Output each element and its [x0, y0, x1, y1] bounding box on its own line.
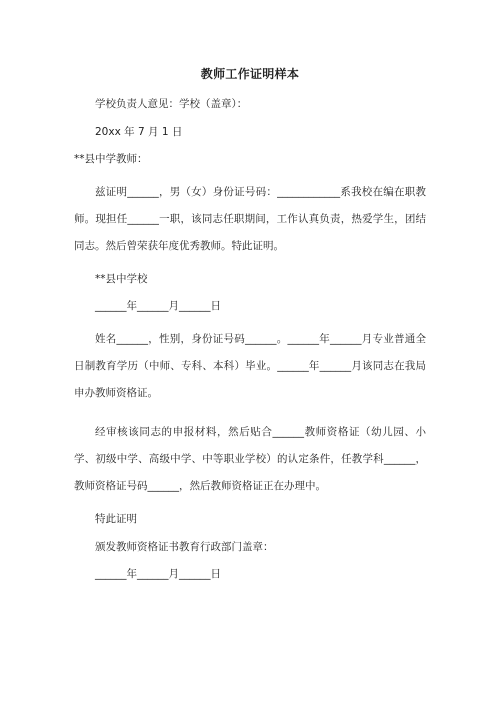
conclusion-line: 特此证明	[95, 513, 137, 526]
issuer-line: **县中学校	[95, 273, 148, 286]
blank-date-line-1: ______年______月______日	[95, 300, 221, 313]
addressee-line: **县中学教师：	[74, 152, 148, 165]
certification-paragraph-1: 兹证明______，男（女）身份证号码：____________系我校在编在职教师。现担任______一职，该同志任职期间，工作认真负责，热爱学生，团结同志。然后曾荣获年度优秀教师。特此证明。	[74, 186, 426, 253]
blank-date-line-2: ______年______月______日	[95, 567, 221, 580]
school-opinion-line: 学校负责人意见：学校（盖章）：	[95, 98, 248, 111]
issuing-department-line: 颁发教师资格证书教育行政部门盖章：	[95, 540, 274, 553]
date-line: 20xx 年 7 月 1 日	[95, 125, 183, 138]
document-title: 教师工作证明样本	[200, 67, 300, 81]
certification-paragraph-2: 姓名______，性别，身份证号码______。______年______月专业普通全日制教育学历（中师、专科、本科）毕业。______年______月该同志在我局申办教师资格证。	[74, 333, 426, 400]
certification-paragraph-3: 经审核该同志的申报材料，然后贴合______教师资格证（幼儿园、小学、初级中学、高级中学、中等职业学校）的认定条件，任教学科______，教师资格证号码______，然后教师资格证正在办理中。	[74, 426, 426, 493]
